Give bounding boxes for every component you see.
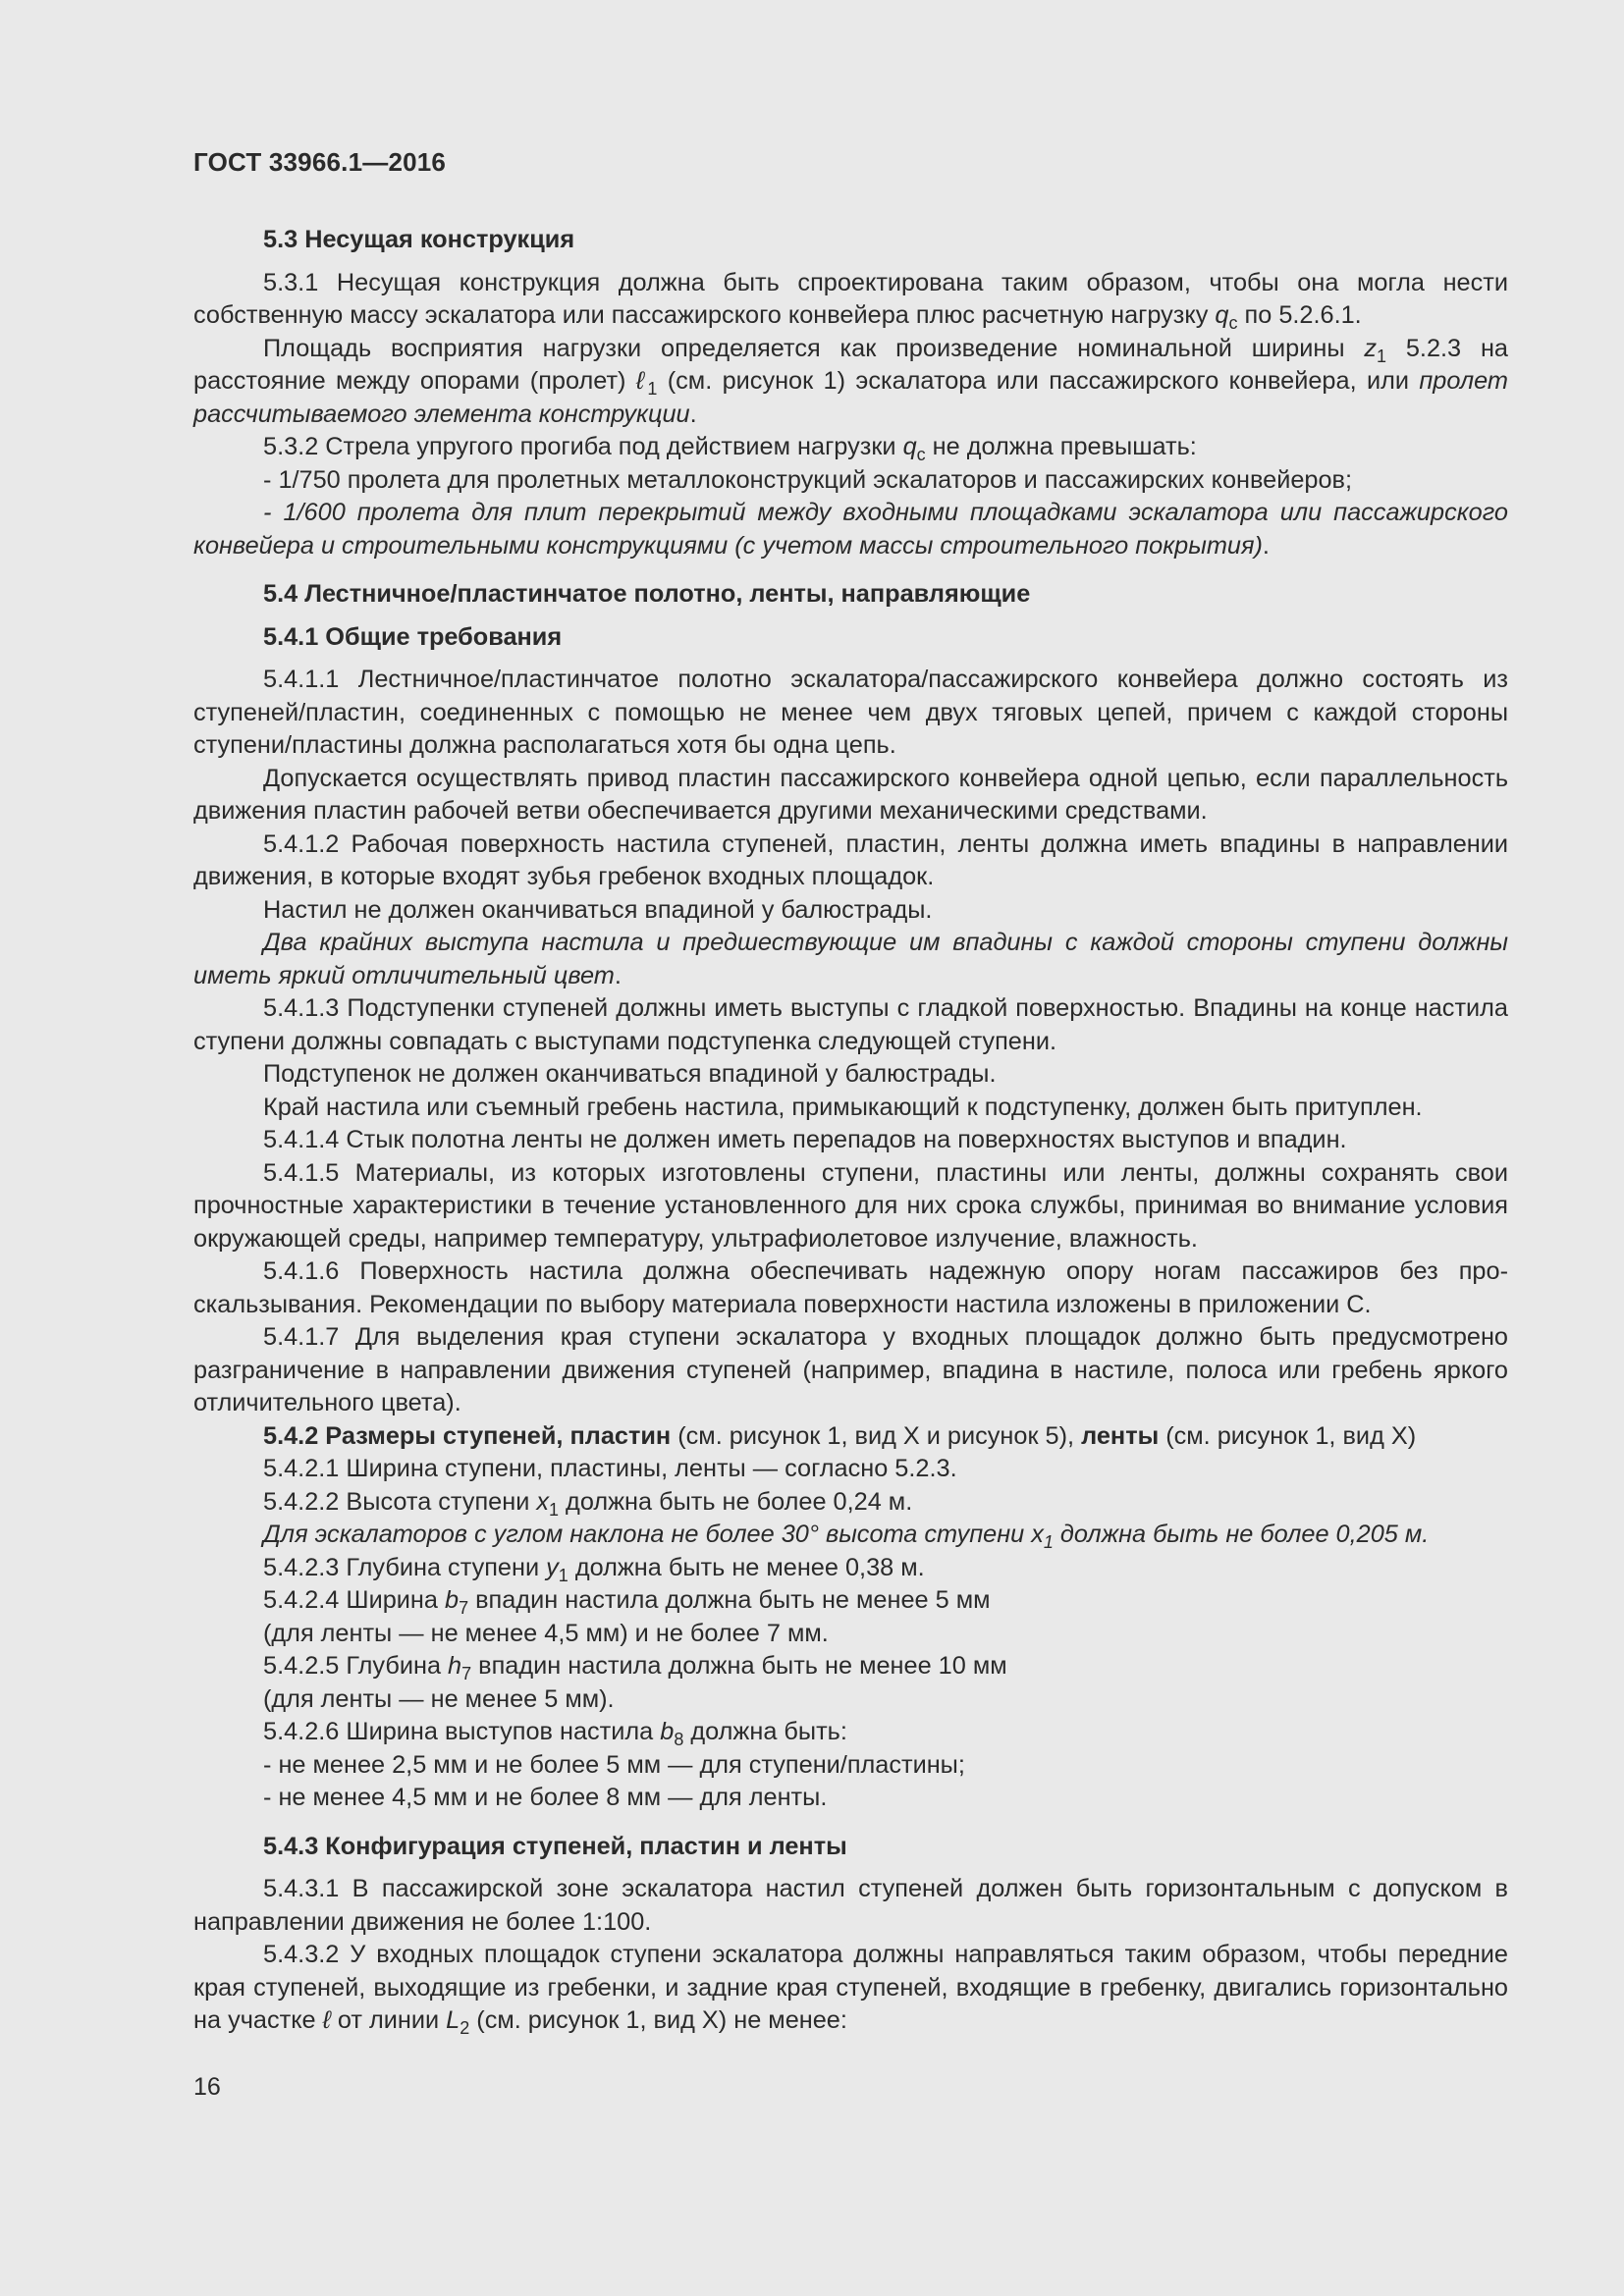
- paragraph-5-4-1-6: 5.4.1.6 Поверхность настила должна обеспечивать надежную опору ногам пассажиров без проскальзывания. Рекомендации по выбору материала поверхности настила изложены в приложении С.: [193, 1257, 1508, 1318]
- paragraph-5-4-2-4: 5.4.2.4 Ширина $b_7$ впадин настила должна быть не менее 5 мм: [263, 1586, 991, 1618]
- section-heading-5-4-3: 5.4.3 Конфигурация ступеней, пластин и ленты: [263, 1832, 847, 1860]
- paragraph-edge-blunt: Край настила или съемный гребень настила, примыкающий к подступенку, должен быть притуплен.: [263, 1093, 1423, 1121]
- paragraph-5-4-2-3: 5.4.2.3 Глубина ступени $y_1$ должна быть не менее 0,38 м.: [263, 1553, 925, 1585]
- paragraph-5-4-1-5: 5.4.1.5 Материалы, из которых изготовлены ступени, пластины или ленты, должны сохранять свои прочностные характеристики в течение установленного для них срока службы, принимая во внимание условия окружающей среды, например температуру, ультрафиолетовое излучение, влажность.: [193, 1158, 1508, 1253]
- page-number: 16: [193, 2073, 221, 2101]
- paragraph-5-4-1-1: 5.4.1.1 Лестничное/пластинчатое полотно эскалатора/пассажирского конвейера должно состоять из ступеней/пластин, соединенных с помощью не менее чем двух тяговых цепей, причем с каждой стороны ступени/пластины должна располагаться хотя бы одна цепь.: [193, 666, 1508, 759]
- paragraph-belt-groove-depth: (для ленты — не менее 5 мм).: [263, 1684, 615, 1713]
- section-heading-5-4: 5.4 Лестничное/пластинчатое полотно, ленты, направляющие: [263, 580, 1031, 608]
- paragraph-5-4-2-6: 5.4.2.6 Ширина выступов настила $b_8$ должна быть:: [263, 1718, 847, 1749]
- paragraph-5-4-2-5: 5.4.2.5 Глубина $h_7$ впадин настила должна быть не менее 10 мм: [263, 1652, 1007, 1683]
- paragraph-5-3-1: 5.3.1 Несущая конструкция должна быть спроектирована таким образом, чтобы она могла нести собственную массу эскалатора или пассажирского конвейера плюс расчетную нагрузку $q_c$ по 5.2.6.1.: [193, 268, 1508, 333]
- list-item-belt-cleat: - не менее 4,5 мм и не более 8 мм — для ленты.: [263, 1784, 828, 1811]
- section-heading-5-4-1: 5.4.1 Общие требования: [263, 622, 563, 651]
- paragraph-load-area: Площадь восприятия нагрузки определяется как произведение номинальной ширины $z_1$ 5.2.3 на расстояние между опорами (пролет) ℓ$_1$ (см. рисунок 1) эскалатора или пассажирского конвейера, или пролет рассчитываемого элемента конструкции.: [193, 334, 1508, 428]
- paragraph-single-chain: Допускается осуществлять привод пластин пассажирского конвейера одной цепью, если параллельность движения пластин рабочей ветви обеспечивается другими механическими средствами.: [193, 764, 1508, 825]
- paragraph-5-4-2-1: 5.4.2.1 Ширина ступени, пластины, ленты — согласно 5.2.3.: [263, 1455, 957, 1482]
- paragraph-5-4-1-2: 5.4.1.2 Рабочая поверхность настила ступеней, пластин, ленты должна иметь впадины в направлении движения, в которые входят зубья гребенок входных площадок.: [193, 829, 1508, 890]
- paragraph-belt-groove-width: (для ленты — не менее 4,5 мм) и не более 7 мм.: [263, 1619, 829, 1647]
- paragraph-5-4-3-2: 5.4.3.2 У входных площадок ступени эскалатора должны направляться таким образом, чтобы передние края ступеней, выходящие из гребенки, и задние края ступеней, входящие в гребенку, двигались горизонтально на участке ℓ от линии $L_2$ (см. рисунок 1, вид X) не менее:: [193, 1941, 1508, 2038]
- paragraph-step-height-30deg: Для эскалаторов с углом наклона не более 30° высота ступени $x_1$ должна быть не более 0,205 м.: [263, 1521, 1430, 1552]
- document-header: ГОСТ 33966.1—2016: [193, 147, 447, 177]
- section-heading-5-4-2: 5.4.2 Размеры ступеней, пластин (см. рисунок 1, вид X и рисунок 5), ленты (см. рисунок 1, вид X): [263, 1421, 1417, 1450]
- list-item-step-cleat: - не менее 2,5 мм и не более 5 мм — для ступени/пластины;: [263, 1750, 965, 1779]
- paragraph-5-4-1-7: 5.4.1.7 Для выделения края ступени эскалатора у входных площадок должно быть предусмотрено разграничение в направлении движения ступеней (например, впадина в настиле, полоса или гребень яркого отличительного цвета).: [193, 1323, 1508, 1416]
- paragraph-5-4-2-2: 5.4.2.2 Высота ступени $x_1$ должна быть не более 0,24 м.: [263, 1487, 913, 1520]
- paragraph-bright-color: Два крайних выступа настила и предшествующие им впадины с каждой стороны ступени должны иметь яркий отличительный цвет.: [193, 929, 1508, 989]
- paragraph-riser-end: Подступенок не должен оканчиваться впадиной у балюстрады.: [263, 1060, 997, 1088]
- document-body: [193, 224, 1508, 2038]
- paragraph-tread-end: Настил не должен оканчиваться впадиной у балюстрады.: [263, 895, 933, 924]
- paragraph-5-3-2: 5.3.2 Стрела упругого прогиба под действием нагрузки $q_c$ не должна превышать:: [263, 433, 1197, 464]
- paragraph-5-4-1-4: 5.4.1.4 Стык полотна ленты не должен иметь перепадов на поверхностях выступов и впадин.: [263, 1126, 1347, 1153]
- paragraph-5-4-3-1: 5.4.3.1 В пассажирской зоне эскалатора настил ступеней должен быть горизонтальным с допуском в направлении движения не более 1:100.: [193, 1875, 1508, 1936]
- paragraph-5-4-1-3: 5.4.1.3 Подступенки ступеней должны иметь выступы с гладкой поверхностью. Впадины на конце настила ступени должны совпадать с выступами подступенка следующей ступени.: [193, 994, 1508, 1055]
- list-item-span-600: - 1/600 пролета для плит перекрытий между входными площадками эскалатора или пассажирского конвейера и строительными конструкциями (с учетом массы строительного покрытия).: [193, 499, 1508, 560]
- section-heading-5-3: 5.3 Несущая конструкция: [263, 226, 575, 253]
- list-item-span-750: - 1/750 пролета для пролетных металлоконструкций эскалаторов и пассажирских конвейеров;: [263, 465, 1353, 494]
